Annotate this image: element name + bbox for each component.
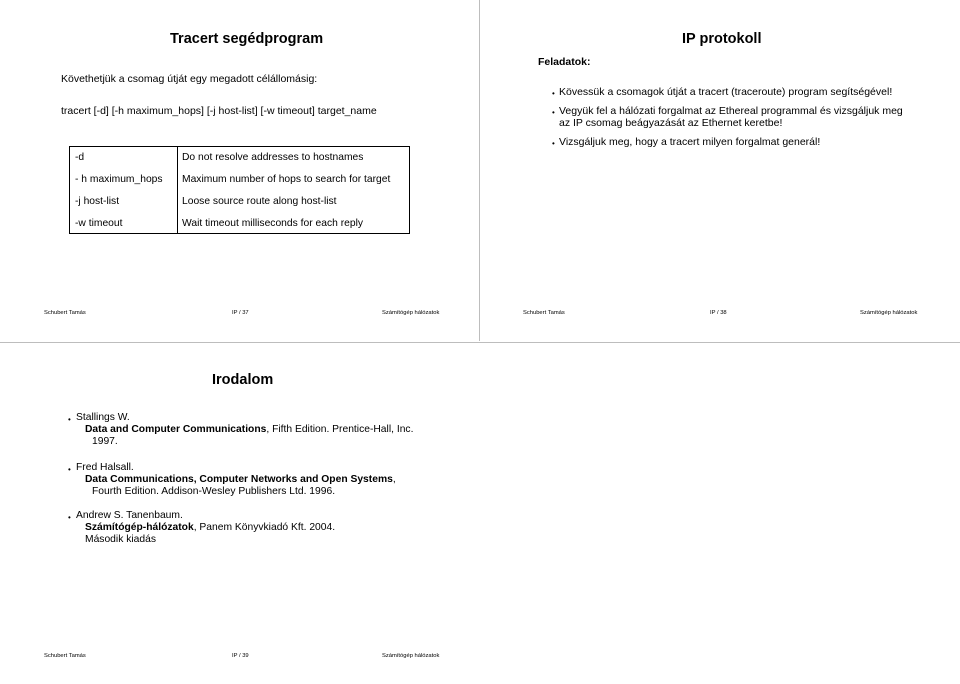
reference-author: Stallings W. [76,412,130,423]
reference-item [76,510,335,546]
slide-37 [0,0,479,341]
bullet-icon: • [68,465,71,474]
tasks-label: Feladatok: [538,56,591,68]
option-description: Loose source route along host-list [182,196,337,207]
option-flag: -d [75,152,85,163]
reference-details-continuation: Fourth Edition. Addison-Wesley Publishers Ltd. 1996. [92,486,336,497]
footer-course: Számítógép hálózatok [860,310,918,316]
reference-line [76,474,396,486]
option-flag: -w timeout [75,218,123,229]
table-row [70,213,409,235]
task-item: Vegyük fel a hálózati forgalmat az Ethereal programmal és vizsgáljuk meg [559,105,903,117]
table-row [70,169,409,191]
syntax-text: tracert [-d] [-h maximum_hops] [-j host-list] [-w timeout] target_name [61,105,377,117]
task-item: Vizsgáljuk meg, hogy a tracert milyen forgalmat generál! [559,136,821,148]
bullet-icon: • [552,108,555,117]
bullet-icon: • [552,89,555,98]
option-flag: - h maximum_hops [75,174,163,185]
reference-details: , Fifth Edition. Prentice-Hall, Inc. [266,424,414,435]
reference-title: Számítógép-hálózatok [85,522,194,533]
slide-38 [481,0,960,341]
reference-line [76,522,335,534]
options-table [69,146,410,234]
bullet-icon: • [68,513,71,522]
option-flag: -j host-list [75,196,120,207]
intro-text: Követhetjük a csomag útját egy megadott célállomásig: [61,73,318,85]
bullet-icon: • [68,415,71,424]
slide-divider-vertical [479,0,480,341]
option-description: Maximum number of hops to search for target [182,174,391,185]
slide-title: Tracert segédprogram [170,31,324,47]
slide-39 [0,343,479,684]
reference-author: Andrew S. Tanenbaum. [76,510,183,521]
reference-details-continuation: Második kiadás [85,534,156,545]
slide-title: IP protokoll [682,31,762,47]
option-description: Do not resolve addresses to hostnames [182,152,364,163]
bullet-icon: • [552,139,555,148]
footer-page: IP / 38 [710,310,727,316]
table-row [70,191,409,213]
footer-course: Számítógép hálózatok [382,310,440,316]
reference-item [76,412,413,448]
reference-item [76,462,396,498]
reference-details: , [392,474,396,485]
reference-title: Data Communications, Computer Networks and Open Systems [85,474,393,485]
reference-line [76,424,413,436]
reference-details-continuation: 1997. [92,436,118,447]
option-description: Wait timeout milliseconds for each reply [182,218,364,229]
footer-page: IP / 37 [232,310,249,316]
reference-details: , Panem Könyvkiadó Kft. 2004. [193,522,336,533]
footer-page: IP / 39 [232,653,249,659]
footer-author: Schubert Tamás [523,310,565,316]
footer-course: Számítógép hálózatok [382,653,440,659]
slide-title: Irodalom [212,372,274,388]
task-item: Kövessük a csomagok útját a tracert (traceroute) program segítségével! [559,86,893,98]
footer-author: Schubert Tamás [44,653,86,659]
task-item-continuation: az IP csomag beágyazását az Ethernet keretbe! [559,117,783,129]
reference-author: Fred Halsall. [76,462,134,473]
table-row [70,147,409,169]
footer-author: Schubert Tamás [44,310,86,316]
reference-title: Data and Computer Communications [85,424,267,435]
